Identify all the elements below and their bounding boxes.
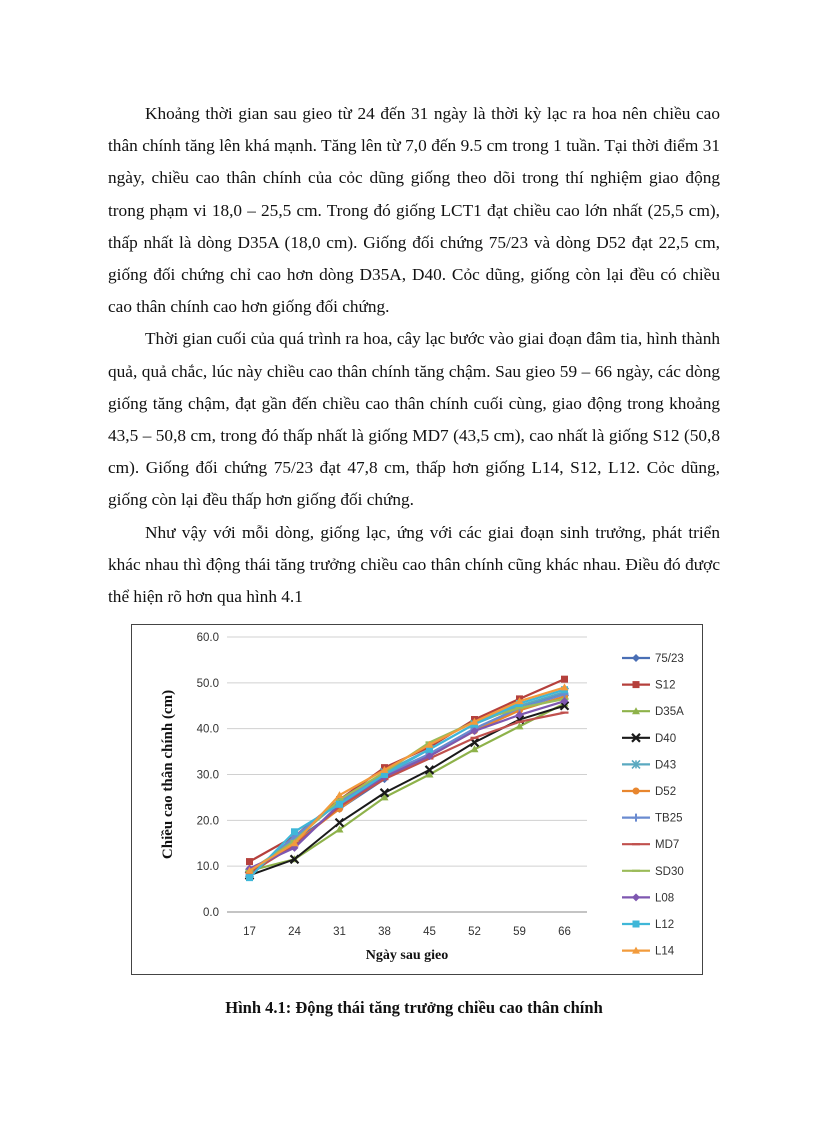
legend-label: MD7 bbox=[655, 839, 680, 852]
legend-label: D35A bbox=[655, 706, 684, 719]
legend-marker bbox=[632, 814, 640, 822]
legend-label: S12 bbox=[655, 679, 676, 692]
y-tick-label: 10.0 bbox=[196, 861, 219, 874]
legend-label: L14 bbox=[655, 945, 675, 958]
legend-marker bbox=[632, 654, 640, 662]
y-tick-label: 60.0 bbox=[196, 632, 219, 644]
data-point bbox=[291, 828, 298, 835]
paragraph-1: Khoảng thời gian sau gieo từ 24 đến 31 ngày là thời kỳ lạc ra hoa nên chiều cao thân chính tăng lên khá mạnh. Tăng lên từ 7,0 đến 9.5 cm trong 1 tuần. Tại thời điểm 31 ngày, chiều cao thân chính của cỏc dũng giống theo dõi trong thí nghiệm giao động trong phạm vi 18,0 – 25,5 cm. Trong đó giống LCT1 đạt chiều cao lớn nhất (25,5 cm), thấp nhất là dòng D35A (18,0 cm). Giống đối chứng 75/23 và dòng D52 đạt 22,5 cm, giống đối chứng chỉ cao hơn dòng D35A, D40. Cỏc dũng, giống còn lại đều có chiều cao thân chính cao hơn giống đối chứng. bbox=[108, 104, 720, 317]
paragraph-3: Như vậy với mỗi dòng, giống lạc, ứng với các giai đoạn sinh trưởng, phát triển khác nhau thì động thái tăng trưởng chiều cao thân chính cũng khác nhau. Điều đó được thể hiện rõ hơn qua hình 4.1 bbox=[108, 522, 720, 607]
legend-marker bbox=[633, 788, 640, 795]
data-point bbox=[246, 858, 253, 865]
y-tick-label: 30.0 bbox=[196, 769, 219, 782]
y-tick-label: 20.0 bbox=[196, 815, 219, 828]
legend-marker bbox=[633, 681, 640, 688]
y-axis-title: Chiều cao thân chính (cm) bbox=[160, 689, 176, 860]
x-axis-title: Ngày sau gieo bbox=[365, 948, 449, 963]
legend-label: 75/23 bbox=[655, 653, 684, 665]
legend-marker bbox=[632, 893, 640, 901]
data-point bbox=[246, 874, 253, 881]
y-tick-label: 0.0 bbox=[203, 907, 219, 919]
legend-label: L08 bbox=[655, 892, 675, 905]
x-tick-label: 45 bbox=[423, 926, 436, 938]
paragraph-2: Thời gian cuối của quá trình ra hoa, cây lạc bước vào giai đoạn đâm tia, hình thành quả, quả chắc, lúc này chiều cao thân chính tăng chậm. Sau gieo 59 – 66 ngày, các dòng giống tăng chậm, đạt gần đến chiều cao thân chính cuối cùng, giao động trong khoảng 43,5 – 50,8 cm, trong đó thấp nhất là giống MD7 (43,5 cm), cao nhất là giống S12 (50,8 cm). Giống đối chứng 75/23 đạt 47,8 cm, thấp hơn giống L14, S12, L12. Cỏc dũng, giống còn lại đều thấp hơn giống đối chứng. bbox=[108, 329, 720, 510]
legend-label: SD30 bbox=[655, 865, 684, 878]
data-point bbox=[336, 819, 344, 827]
legend-label: D43 bbox=[655, 759, 677, 772]
line-chart bbox=[132, 625, 702, 974]
x-tick-label: 17 bbox=[243, 926, 256, 938]
x-tick-label: 24 bbox=[288, 926, 301, 938]
y-tick-label: 50.0 bbox=[196, 677, 219, 690]
figure-caption: Hình 4.1: Động thái tăng trưởng chiều cao thân chính bbox=[225, 998, 603, 1017]
x-tick-label: 59 bbox=[513, 926, 526, 938]
legend-label: D52 bbox=[655, 786, 677, 798]
x-tick-label: 31 bbox=[333, 926, 346, 938]
x-tick-label: 52 bbox=[468, 926, 481, 938]
data-point bbox=[336, 801, 343, 808]
series-line bbox=[250, 706, 565, 876]
legend-label: L12 bbox=[655, 919, 675, 931]
x-tick-label: 66 bbox=[558, 926, 571, 938]
figure-4-1 bbox=[131, 624, 703, 975]
x-tick-label: 38 bbox=[378, 926, 391, 938]
legend-marker bbox=[633, 921, 640, 928]
body-text bbox=[108, 98, 720, 613]
legend bbox=[622, 653, 684, 958]
data-point bbox=[561, 676, 568, 683]
legend-label: TB25 bbox=[655, 812, 683, 825]
legend-label: D40 bbox=[655, 732, 677, 745]
y-tick-label: 40.0 bbox=[196, 723, 219, 736]
